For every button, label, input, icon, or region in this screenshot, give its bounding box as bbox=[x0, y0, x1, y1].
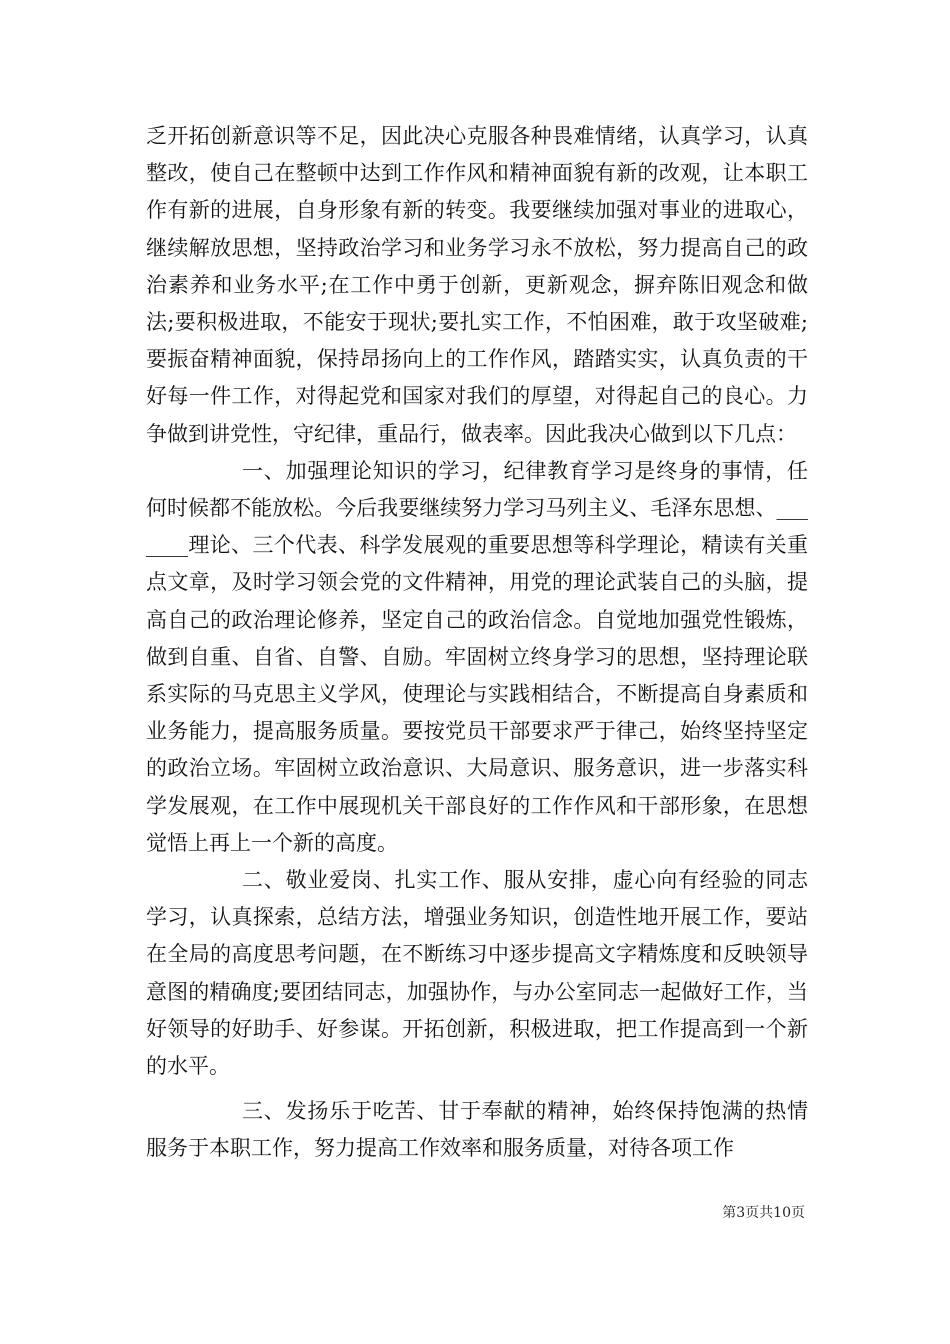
document-body bbox=[146, 118, 808, 1168]
footer-middle: 页共 bbox=[745, 1205, 774, 1221]
paragraph-point-three: 三、发扬乐于吃苦、甘于奉献的精神，始终保持饱满的热情服务于本职工作，努力提高工作效率和服务质量，对待各项工作 bbox=[146, 1099, 808, 1161]
page-number-footer bbox=[722, 1204, 805, 1222]
footer-current-page: 3 bbox=[736, 1205, 746, 1221]
footer-total-pages: 10 bbox=[773, 1205, 791, 1221]
paragraph-intro: 乏开拓创新意识等不足，因此决心克服各种畏难情绪，认真学习，认真整改，使自己在整顿中达到工作作风和精神面貌有新的改观，让本职工作有新的进展，自身形象有新的转变。我要继续加强对事业的进取心，继续解放思想，坚持政治学习和业务学习永不放松，努力提高自己的政治素养和业务水平;在工作中勇于创新，更新观念，摒弃陈旧观念和做法;要积极进取，不能安于现状;要扎实工作，不怕困难，敢于攻坚破难;要振奋精神面貌，保持昂扬向上的工作作风，踏踏实实，认真负责的干好每一件工作，对得起党和国家对我们的厚望，对得起自己的良心。力争做到讲党性，守纪律，重品行，做表率。因此我决心做到以下几点： bbox=[146, 124, 808, 446]
paragraph-point-two: 二、敬业爱岗、扎实工作、服从安排，虚心向有经验的同志学习，认真探索，总结方法，增强业务知识，创造性地开展工作，要站在全局的高度思考问题，在不断练习中逐步提高文字精炼度和反映领导意图的精确度;要团结同志，加强协作，与办公室同志一起做好工作，当好领导的好助手、好参谋。开拓创新，积极进取，把工作提高到一个新的水平。 bbox=[146, 868, 808, 1079]
footer-prefix: 第 bbox=[722, 1205, 737, 1221]
footer-suffix: 页 bbox=[791, 1205, 805, 1221]
paragraph-point-one: 一、加强理论知识的学习，纪律教育学习是终身的事情，任何时候都不能放松。今后我要继续努力学习马列主义、毛泽东思想、_______理论、三个代表、科学发展观的重要思想等科学理论，精读有关重点文章，及时学习领会党的文件精神，用党的理论武装自己的头脑，提高自己的政治理论修养，坚定自己的政治信念。自觉地加强党性锻炼，做到自重、自省、自警、自励。牢固树立终身学习的思想，坚持理论联系实际的马克思主义学风，使理论与实践相结合，不断提高自身素质和业务能力，提高服务质量。要按党员干部要求严于律己，始终坚持坚定的政治立场。牢固树立政治意识、大局意识、服务意识，进一步落实科学发展观，在工作中展现机关干部良好的工作作风和干部形象，在思想觉悟上再上一个新的高度。 bbox=[146, 458, 808, 855]
